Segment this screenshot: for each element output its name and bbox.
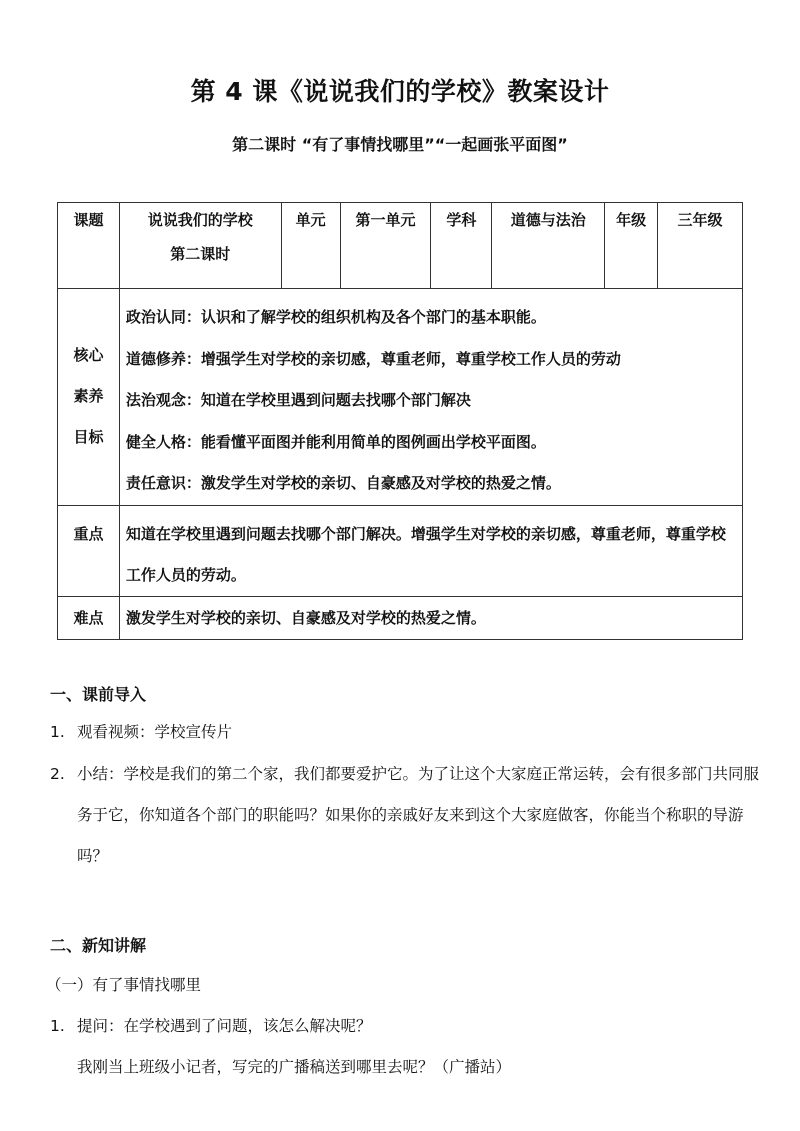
subject-value: 道德与法治 [492,203,605,289]
section1-item2 [50,754,760,877]
item-number: 2. [50,765,65,783]
core-literacy-row [58,289,743,506]
item-number: 1. [50,1017,65,1035]
difficulty-content: 激发学生对学校的亲切、自豪感及对学校的热爱之情。 [119,596,742,639]
grade-value: 三年级 [658,203,743,289]
difficulty-label: 难点 [58,596,120,639]
grade-label: 年级 [605,203,658,289]
key-label: 重点 [58,505,120,596]
subject-label: 学科 [431,203,492,289]
item-text: 提问：在学校遇到了问题，该怎么解决呢？ [77,1017,372,1035]
difficulty-row [58,596,743,639]
core-label [58,289,120,506]
core-item: 政治认同：认识和了解学校的组织机构及各个部门的基本职能。 [125,308,546,326]
key-content: 知道在学校里遇到问题去找哪个部门解决。增强学生对学校的亲切感，尊重老师，尊重学校工作人员的劳动。 [119,505,742,596]
core-label-line3: 目标 [73,428,104,447]
section1-item1 [50,712,760,753]
item-subtext: 我刚当上班级小记者，写完的广播稿送到哪里去呢？（广播站） [77,1058,512,1076]
document-title: 第 4 课《说说我们的学校》教案设计 [190,77,610,106]
unit-label: 单元 [281,203,340,289]
core-label-line2: 素养 [73,387,104,406]
table-header-row [58,203,743,289]
item-text: 小结：学校是我们的第二个家，我们都要爱护它。为了让这个大家庭正常运转，会有很多部门共同服务于它，你知道各个部门的职能吗？如果你的亲戚好友来到这个大家庭做客，你能当个称职的导游吗？ [77,765,760,865]
topic-value [119,203,281,289]
topic-label: 课题 [58,203,120,289]
core-item: 健全人格：能看懂平面图并能利用简单的图例画出学校平面图。 [125,432,546,451]
item-number: 1. [50,723,65,741]
core-content [119,289,742,506]
document-subtitle: 第二课时 “有了事情找哪里”“一起画张平面图” [232,135,568,154]
section2-item1 [50,1006,760,1088]
core-item: 责任意识：激发学生对学校的亲切、自豪感及对学校的热爱之情。 [125,474,561,492]
core-label-line1: 核心 [73,346,104,365]
section1-heading: 一、课前导入 [50,685,147,704]
section2-heading: 二、新知讲解 [50,936,147,955]
lesson-info-table [57,202,743,640]
topic-value-line1: 说说我们的学校 [147,211,253,229]
unit-value: 第一单元 [340,203,431,289]
core-item: 道德修养：增强学生对学校的亲切感，尊重老师，尊重学校工作人员的劳动 [125,349,621,368]
item-text: 观看视频：学校宣传片 [77,723,233,741]
topic-value-line2: 第二课时 [170,245,231,263]
core-item: 法治观念：知道在学校里遇到问题去找哪个部门解决 [125,391,471,409]
section2-subheading: （一）有了事情找哪里 [46,976,202,994]
key-points-row [58,505,743,596]
